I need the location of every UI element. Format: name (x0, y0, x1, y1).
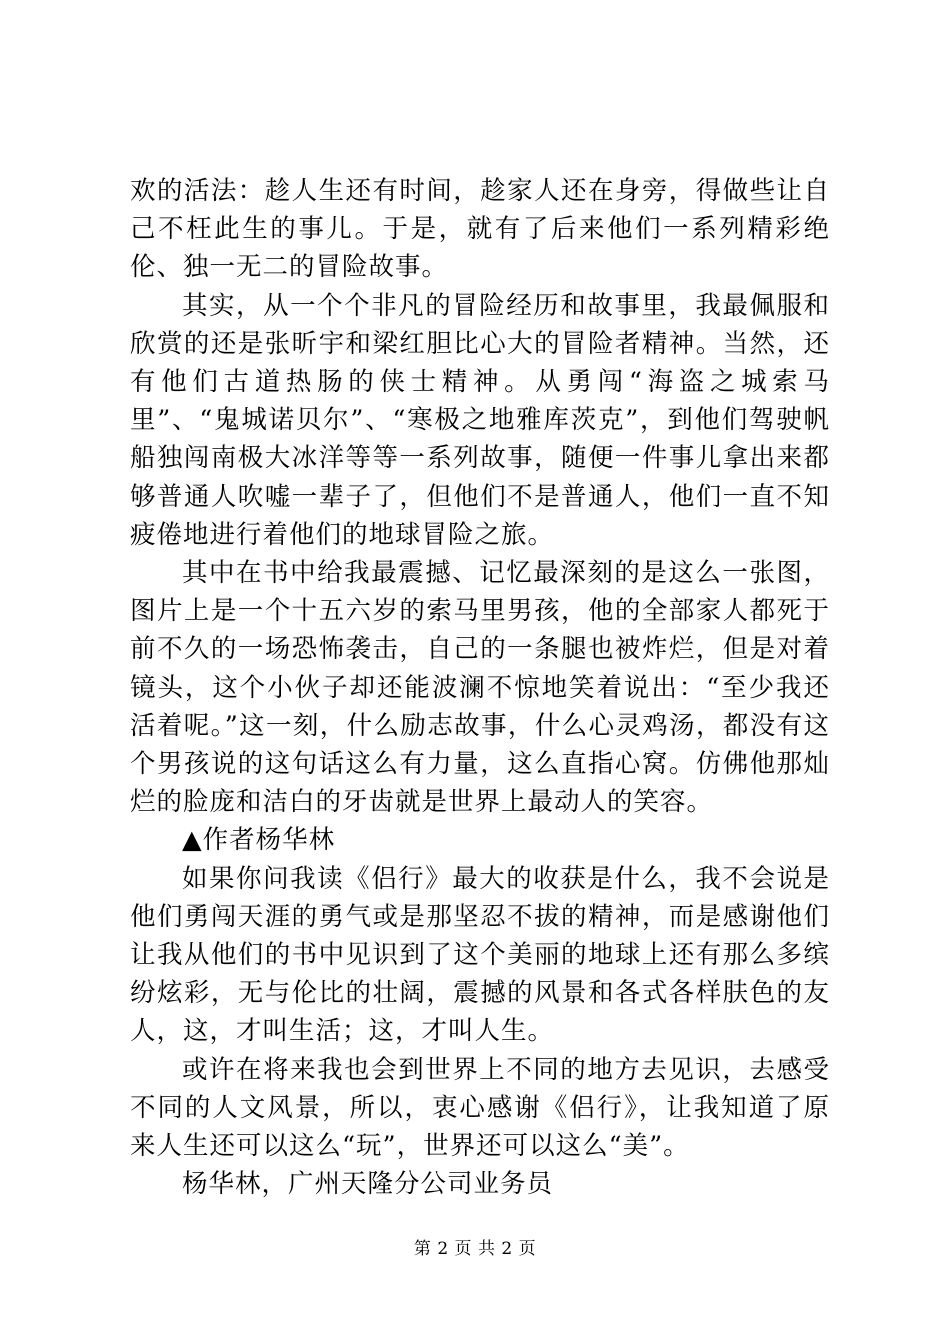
page-number-footer: 第 2 页 共 2 页 (413, 1239, 537, 1259)
paragraph-somali-boy: 其中在书中给我最震撼、记忆最深刻的是这么一张图，图片上是一个十五六岁的索马里男孩，他的全部家人都死于前不久的一场恐怖袭击，自己的一条腿也被炸烂，但是对着镜头，这个小伙子却还能波澜不惊地笑着说出：“至少我还活着呢。”这一刻，什么励志故事，什么心灵鸡汤，都没有这个男孩说的这句话这么有力量，这么直指心窝。仿佛他那灿烂的脸庞和洁白的牙齿就是世界上最动人的笑容。 (130, 558, 830, 818)
paragraph-continuation: 欢的活法：趁人生还有时间，趁家人还在身旁，得做些让自己不枉此生的事儿。于是，就有了后来他们一系列精彩绝伦、独一无二的冒险故事。 (130, 176, 830, 283)
image-caption-author: ▲作者杨华林 (182, 825, 336, 856)
author-signature: 杨华林，广州天隆分公司业务员 (182, 1169, 554, 1200)
paragraph-biggest-gain: 如果你问我读《侣行》最大的收获是什么，我不会说是他们勇闯天涯的勇气或是那坚忍不拔的精神，而是感谢他们让我从他们的书中见识到了这个美丽的地球上还有那么多缤纷炫彩，无与伦比的壮阔，震撼的风景和各式各样肤色的友人，这，才叫生活；这，才叫人生。 (130, 863, 830, 1047)
paragraph-adventurer-spirit: 其实，从一个个非凡的冒险经历和故事里，我最佩服和欣赏的还是张昕宇和梁红胆比心大的冒险者精神。当然，还有他们古道热肠的侠士精神。从勇闯“海盗之城索马里”、“鬼城诺贝尔”、“寒极之地雅库茨克”，到他们驾驶帆船独闯南极大冰洋等等一系列故事，随便一件事儿拿出来都够普通人吹嘘一辈子了，但他们不是普通人，他们一直不知疲倦地进行着他们的地球冒险之旅。 (130, 290, 830, 550)
paragraph-gratitude: 或许在将来我也会到世界上不同的地方去见识，去感受不同的人文风景，所以，衷心感谢《侣行》，让我知道了原来人生还可以这么“玩”，世界还可以这么“美”。 (130, 1054, 830, 1162)
document-body (130, 172, 830, 1203)
